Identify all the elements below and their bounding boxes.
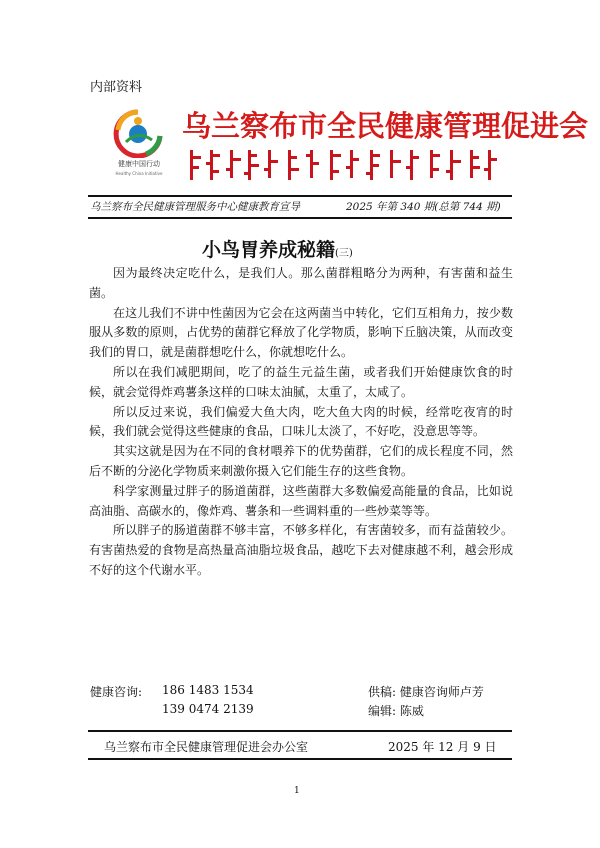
healthy-china-logo (108, 106, 168, 158)
logo-caption: 健康中国行动 (118, 160, 160, 168)
paragraph: 所以反过来说，我们偏爱大鱼大肉，吃大鱼大肉的时候，经常吃夜宵的时候，我们就会觉得这些健康的食品，口味儿太淡了，不好吃，没意思等等。 (89, 404, 513, 439)
paragraph: 所以在我们减肥期间，吃了的益生元益生菌，或者我们开始健康饮食的时候，就会觉得炸鸡薯条这样的口味太油腻，太重了，太咸了。 (89, 364, 513, 399)
publish-date: 2025 年 12 月 9 日 (388, 740, 497, 754)
office-name: 乌兰察布市全民健康管理促进会办公室 (104, 740, 309, 754)
internal-document-label: 内部资料 (90, 80, 143, 95)
organization-title: 乌兰察布市全民健康管理促进会 (182, 109, 589, 143)
article-headline (202, 235, 353, 262)
footer-rule-top (88, 730, 512, 732)
footer-rule-bottom (88, 758, 512, 760)
article-body (89, 264, 513, 581)
supplier-credit: 供稿: 健康咨询师卢芳 (368, 685, 484, 699)
contact-label: 健康咨询: (90, 685, 143, 699)
editor-credit: 编辑: 陈威 (368, 704, 424, 718)
header-rule-bottom (88, 217, 512, 219)
paragraph: 科学家测量过胖子的肠道菌群，这些菌群大多数偏爱高能量的食品，比如说高油脂、高碳水的，像炸鸡、薯条和一些调料重的一些炒菜等等。 (89, 483, 513, 518)
phone-number-2: 139 0474 2139 (162, 702, 254, 716)
logo-caption-english: Healthy China Initiative (115, 171, 163, 176)
headline-text: 小鸟胃养成秘籍 (202, 239, 336, 261)
paragraph: 在这儿我们不讲中性菌因为它会在这两菌当中转化，它们互相角力，按少数服从多数的原则，占优势的菌群它释放了化学物质，影响下丘脑决策，从而改变我们的胃口，就是菌群想吃什么，你就想吃什么。 (89, 305, 513, 360)
issuer-line: 乌兰察布全民健康管理服务中心健康教育宣导 (90, 201, 300, 213)
headline-part: (三) (335, 248, 353, 259)
phone-number-1: 186 1483 1534 (162, 683, 254, 697)
issue-number: 2025 年第 340 期(总第 744 期) (346, 201, 501, 213)
header-rule-top (88, 195, 512, 197)
paragraph: 其实这就是因为在不同的食材喂养下的优势菌群，它们的成长程度不同，然后不断的分泌化学物质来刺激你摄入它们能生存的这些食物。 (89, 444, 513, 478)
page-number: 1 (294, 786, 300, 796)
mongolian-script-title (186, 148, 498, 182)
paragraph: 所以胖子的肠道菌群不够丰富，不够多样化，有害菌较多，而有益菌较少。有害菌热爱的食物是高热量高油脂垃圾食品，越吃下去对健康越不利，越会形成不好的这个代谢水平。 (89, 523, 513, 577)
paragraph: 因为最终决定吃什么，是我们人。那么菌群粗略分为两种，有害菌和益生菌。 (89, 266, 513, 300)
